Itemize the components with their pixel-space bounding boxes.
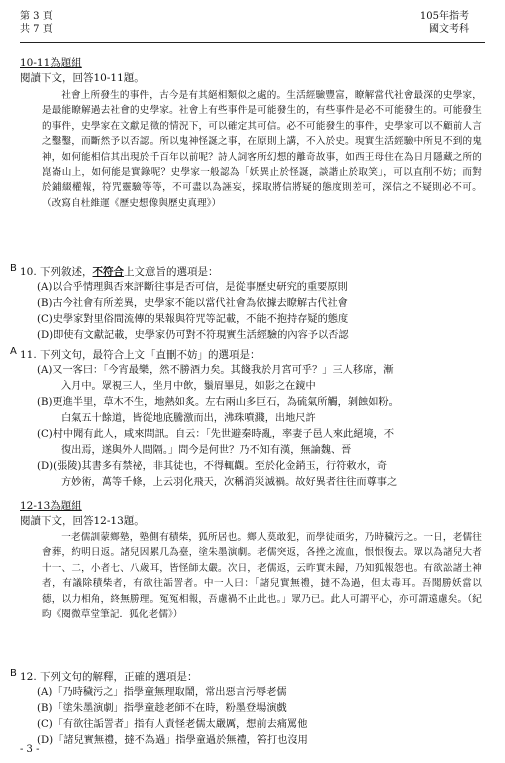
- option-line: (D)(張陵)其書多有禁祕，非其徒也，不得輒觀。至於化金銷玉，行符敕水，奇: [37, 461, 388, 472]
- option-12b: (B)「塗朱墨演劇」指學童趁老師不在時，粉墨登場演戲: [37, 703, 287, 714]
- question-12-stem: 12. 下列文句的解釋，正確的選項是：: [20, 671, 198, 683]
- page-header-left: [20, 10, 53, 36]
- option-10b: (B)古今社會有所差異，史學家不能以當代社會為依據去瞭解古代社會: [37, 298, 348, 309]
- answer-mark-q10: B: [10, 263, 17, 274]
- option-11c: [37, 427, 485, 458]
- option-line: 方妙術，萬等千條，上云羽化飛天，次稱消災滅禍。故好異者往往而尊事之: [61, 476, 398, 488]
- answer-mark-q12: B: [10, 668, 17, 679]
- subject-title: 國文考科: [429, 24, 469, 35]
- option-line: (C)村中聞有此人，咸來問訊。自云：「先世避秦時亂，率妻子邑人來此絕境，不: [37, 429, 395, 440]
- negation-emphasis: 不符合: [92, 266, 125, 278]
- group-instruction-10-11: 閱讀下文，回答10-11題。: [20, 72, 145, 84]
- group-title-12-13: 12-13為題組: [20, 500, 82, 512]
- group-title-10-11: 10-11為題組: [20, 57, 82, 69]
- exam-title: 105年指考: [419, 11, 469, 22]
- answer-mark-q11: A: [10, 346, 17, 357]
- reading-passage-1: [42, 88, 482, 211]
- page-footer-number: - 3 -: [20, 744, 40, 755]
- group-instruction-12-13: 閱讀下文，回答12-13題。: [20, 515, 145, 527]
- option-11d: [37, 459, 485, 490]
- header-rule: [20, 42, 485, 43]
- option-10c: (C)史學家對里俗間流傳的果報與符咒等記載，不能不抱持存疑的態度: [37, 314, 349, 325]
- option-line: 復出焉，遂與外人間隔。」問今是何世？乃不知有漢，無論魏、晉: [61, 444, 352, 456]
- stem-text: 10. 下列敘述，: [20, 266, 93, 278]
- option-12d: (D)「諸兒實無禮，撻不為過」指學童過於無禮，笞打也沒用: [37, 735, 308, 746]
- option-line: (B)更進半里，草木不生，地熱如炙。左右兩山多巨石，為硫氣所觸，剝蝕如粉。: [37, 397, 399, 408]
- option-line: 入月中。眾視三人，坐月中飲，鬚眉畢見，如影之在鏡中: [61, 380, 316, 392]
- option-11a: [37, 363, 485, 394]
- option-10a: (A)以合乎情理與否來評斷往事是否可信，是從事歷史研究的重要原則: [37, 282, 348, 293]
- option-10d: (D)即使有文獻記載，史學家仍可對不符現實生活經驗的內容予以否認: [37, 330, 349, 341]
- stem-text: 上文意旨的選項是：: [124, 266, 219, 278]
- page-total-label: 共 7 頁: [20, 24, 53, 35]
- option-line: 白氣五十餘道，皆從地底騰激而出，沸珠噴濺，出地尺許: [61, 412, 316, 424]
- passage-text: 一老儒訓蒙鄉塾，塾側有積柴，狐所居也。鄉人莫敢犯，而學徒頑劣，乃時穢污之。一日，老儒往會葬，約明日返。諸兒因累几為臺，塗朱墨演劇。老儒突返，各挫之流血，恨恨復去。眾以為諸兒大者十一、二，小者七、八歲耳，皆怪師太嚴。次日，老儒返，云昨實未歸，乃知狐報怨也。有欲訟諸土神者，有議除積柴者，有欲往詬詈者。中一人曰：「諸兒實無禮，撻不為過，但太毒耳。吾聞勝妖當以德，以力相角，終無勝理。冤冤相報，吾慮禍不止此也。」眾乃已。此人可謂平心，亦可謂遠慮矣。（紀昀《閱微草堂筆記．狐化老儒》）: [42, 532, 482, 621]
- option-12c: (C)「有欲往詬詈者」指有人責怪老儒太嚴厲，想前去痛罵他: [37, 719, 308, 730]
- option-12a: (A)「乃時穢污之」指學童無理取鬧，常出惡言污辱老儒: [37, 687, 287, 698]
- option-line: (A)又一客曰：「今宵最樂，然不勝酒力矣。其餞我於月宮可乎？」三人移席，漸: [37, 365, 394, 376]
- option-11b: [37, 395, 485, 426]
- reading-passage-2: [42, 530, 482, 622]
- page-number-label: 第 3 頁: [20, 11, 53, 22]
- question-11-stem: 11. 下列文句，最符合上文「直刪不妨」的選項是：: [20, 349, 261, 361]
- passage-text: 社會上所發生的事件，古今是有其絕相類似之處的。生活經驗豐富，瞭解當代社會最深的史學家，是最能瞭解過去社會的史學家。社會上有些事件是可能發生的，有些事件是必不可能發生的。可能發生的事件，史學家在文獻足徵的情況下，可以確定其可信。必不可能發生的事件，史學家可以不顧前人言之鑿鑿，而斷然予以否認。所以鬼神怪誕之事，在原則上講，不入於史。現實生活經驗中所見不到的鬼神，如何能相信其出現於千百年以前呢？詩人詞客所幻想的離奇故事，如西王母住在為日月隱藏之所的崑崙山上，如何能是實錄呢？史學家一般認為「妖異止於怪誕，談諧止於取笑」，可以直削不妨；而對於鋪綴權報，符咒靈驗等等，不可盡以為誣妄，採取將信將疑的態度則差可，深信之不疑則必不可。（改寫自杜維運《歷史想像與歷史真理》）: [42, 90, 482, 209]
- page-header-right: [420, 10, 469, 36]
- question-10-stem: [20, 264, 490, 279]
